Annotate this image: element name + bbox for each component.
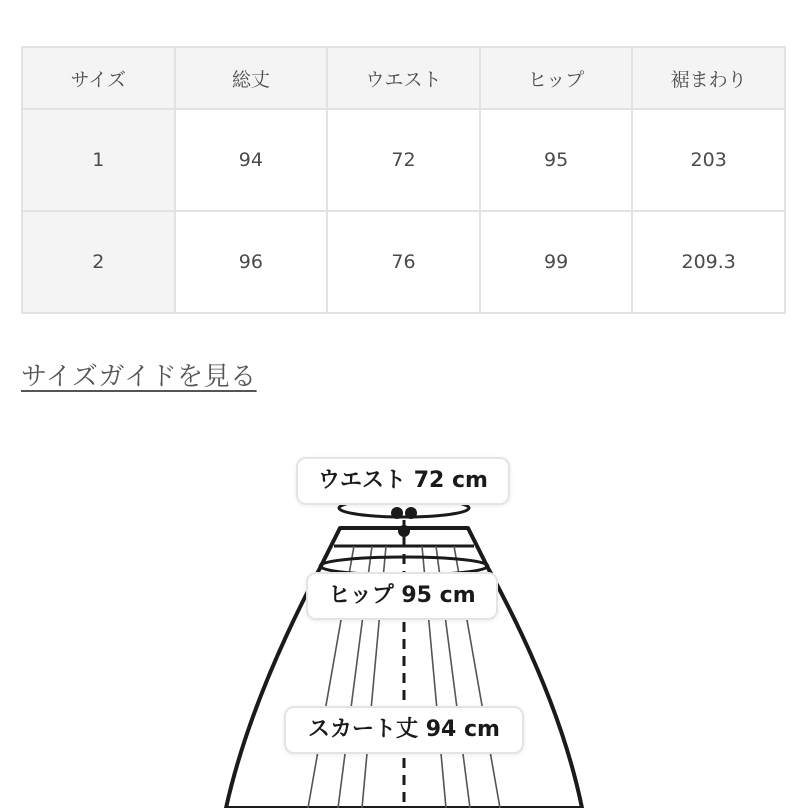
cell-hem: 203	[632, 109, 785, 211]
cell-hem: 209.3	[632, 211, 785, 313]
header-hem: 裾まわり	[632, 47, 785, 109]
cell-size: 1	[22, 109, 175, 211]
length-measure-label: スカート丈 94 cm	[284, 706, 524, 754]
length-marker-dot	[398, 525, 410, 537]
skirt-measurement-diagram	[0, 400, 808, 808]
header-hip: ヒップ	[480, 47, 633, 109]
waist-marker-dot	[405, 507, 417, 519]
size-table	[21, 46, 786, 314]
size-guide-link[interactable]: サイズガイドを見る	[21, 362, 257, 392]
cell-waist: 72	[327, 109, 480, 211]
size-table-body	[22, 109, 785, 313]
table-header-row	[22, 47, 785, 109]
waist-measure-label: ウエスト 72 cm	[296, 457, 510, 505]
cell-total-length: 94	[175, 109, 328, 211]
cell-size: 2	[22, 211, 175, 313]
table-row	[22, 211, 785, 313]
waist-marker-dot	[391, 507, 403, 519]
size-table-header	[22, 47, 785, 109]
hip-measure-label: ヒップ 95 cm	[306, 572, 498, 620]
header-total-length: 総丈	[175, 47, 328, 109]
header-size: サイズ	[22, 47, 175, 109]
cell-total-length: 96	[175, 211, 328, 313]
table-row	[22, 109, 785, 211]
cell-hip: 95	[480, 109, 633, 211]
header-waist: ウエスト	[327, 47, 480, 109]
cell-hip: 99	[480, 211, 633, 313]
cell-waist: 76	[327, 211, 480, 313]
